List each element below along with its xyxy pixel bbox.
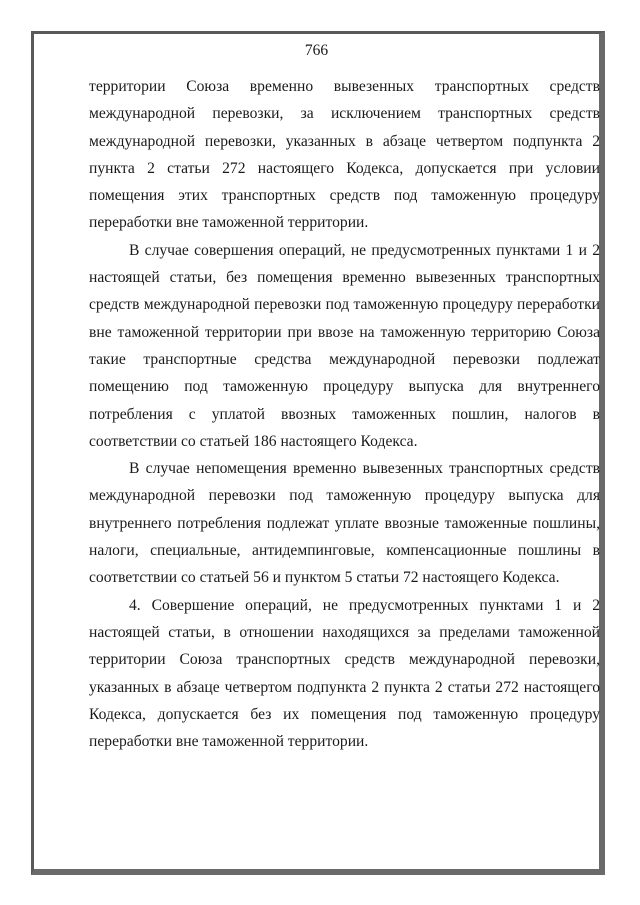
paragraph: 4. Совершение операций, не предусмотренных пунктами 1 и 2 настоящей статьи, в отношении находящихся за пределами таможенной территории Союза транспортных средств международной перевозки, указанных в абзаце четвертом подпункта 2 пункта 2 статьи 272 настоящего Кодекса, допускается без их помещения под таможенную процедуру переработки вне таможенной территории. — [89, 596, 600, 751]
page-frame — [31, 31, 605, 875]
document-body — [89, 73, 600, 755]
paragraph: В случае непомещения временно вывезенных транспортных средств международной перевозки под таможенную процедуру выпуска для внутреннего потребления подлежат уплате ввозные таможенные пошлины, налоги, специальные, антидемпинговые, компенсационные пошлины в соответствии со статьей 56 и пунктом 5 статьи 72 настоящего Кодекса. — [89, 460, 600, 587]
paragraph-continuation: территории Союза временно вывезенных транспортных средств международной перевозки, за исключением транспортных средств международной перевозки, указанных в абзаце четвертом подпункта 2 пункта 2 статьи 272 настоящего Кодекса, допускается при условии помещения этих транспортных средств под таможенную процедуру переработки вне таможенной территории. — [89, 78, 600, 232]
page-number: 766 — [304, 42, 329, 59]
paragraph: В случае совершения операций, не предусмотренных пунктами 1 и 2 настоящей статьи, без помещения временно вывезенных транспортных средств международной перевозки под таможенную процедуру переработки вне таможенной территории при ввозе на таможенную территорию Союза такие транспортные средства международной перевозки подлежат помещению под таможенную процедуру выпуска для внутреннего потребления с уплатой ввозных таможенных пошлин, налогов в соответствии со статьей 186 настоящего Кодекса. — [89, 241, 600, 450]
